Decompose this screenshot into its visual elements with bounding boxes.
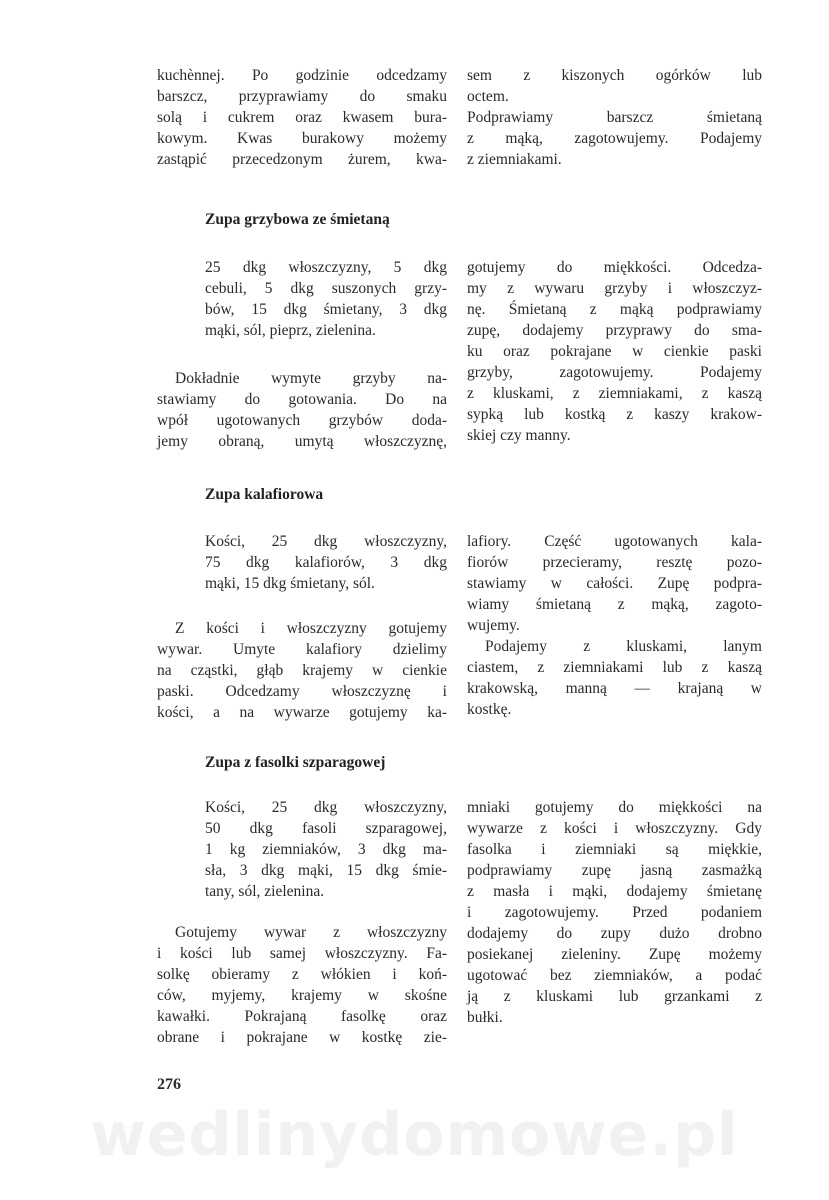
text-line: wiamy śmietaną z mąką, zagoto- — [467, 596, 762, 613]
text-line: solkę obieramy z włókien i koń- — [157, 966, 447, 983]
text-line: mąki, sól, pieprz, zielenina. — [205, 322, 376, 339]
text-line: ku oraz pokrajane w cienkie paski — [467, 343, 762, 360]
text-line: nę. Śmietaną z mąką podprawiamy — [467, 301, 762, 318]
text-line: grzyby, zagotowujemy. Podajemy — [467, 364, 762, 381]
text-line: sła, 3 dkg mąki, 15 dkg śmie- — [205, 862, 447, 879]
text-line: posiekanej zieleniny. Zupę możemy — [467, 946, 762, 963]
recipe-instructions — [157, 368, 447, 452]
text-line: fiorów przecieramy, resztę pozo- — [467, 554, 762, 571]
text-line: z ziemniakami. — [467, 151, 562, 168]
text-line: kości, a na wywarze gotujemy ka- — [157, 704, 447, 721]
text-line: solą i cukrem oraz kwasem bura- — [157, 109, 447, 126]
text-line: kuchènnej. Po godzinie odcedzamy — [157, 67, 447, 84]
recipe-title: Zupa z fasolki szparagowej — [205, 754, 386, 771]
watermark: wedlinydomowe.pl — [90, 1100, 739, 1170]
intro-right-text — [467, 65, 762, 170]
text-line: obrane i pokrajane w kostkę zie- — [157, 1029, 447, 1046]
text-line: kowym. Kwas burakowy możemy — [157, 130, 447, 147]
text-line: wujemy. — [467, 617, 520, 634]
recipe-instructions-continued — [467, 257, 762, 446]
text-line: skiej czy manny. — [467, 427, 571, 444]
text-line: Kości, 25 dkg włoszczyzny, — [205, 533, 447, 550]
text-line: dodajemy do zupy dużo drobno — [467, 925, 762, 942]
text-line: sem z kiszonych ogórków lub — [467, 67, 762, 84]
text-line: na cząstki, głąb krajemy w cienkie — [157, 662, 447, 679]
text-line: Z kości i włoszczyzny gotujemy — [175, 620, 447, 637]
text-line: Dokładnie wymyte grzyby na- — [175, 370, 447, 387]
text-line: bułki. — [467, 1009, 503, 1026]
text-line: gotujemy do miękkości. Odcedza- — [467, 259, 762, 276]
text-line: kostkę. — [467, 701, 512, 718]
text-line: stawiamy do gotowania. Do na — [157, 391, 447, 408]
text-line: 50 dkg fasoli szparagowej, — [205, 820, 447, 837]
text-line: z kluskami, z ziemniakami, z kaszą — [467, 385, 762, 402]
text-line: fasolka i ziemniaki są miękkie, — [467, 841, 762, 858]
text-line: 75 dkg kalafiorów, 3 dkg — [205, 554, 447, 571]
recipe-title: Zupa grzybowa ze śmietaną — [205, 211, 390, 228]
text-line: i zagotowujemy. Przed podaniem — [467, 904, 762, 921]
text-line: barszcz, przyprawiamy do smaku — [157, 88, 447, 105]
text-line: ców, myjemy, krajemy w skośne — [157, 987, 447, 1004]
text-line: ciastem, z ziemniakami lub z kaszą — [467, 659, 762, 676]
ingredients-list — [205, 257, 447, 341]
text-line: octem. — [467, 88, 509, 105]
text-line: sypką lub kostką z kaszy krakow- — [467, 406, 762, 423]
text-line: bów, 15 dkg śmietany, 3 dkg — [205, 301, 447, 318]
text-line: z mąką, zagotowujemy. Podajemy — [467, 130, 762, 147]
text-line: mniaki gotujemy do miękkości na — [467, 799, 762, 816]
text-line: kawałki. Pokrajaną fasolkę oraz — [157, 1008, 447, 1025]
recipe-instructions-continued — [467, 797, 762, 1028]
recipe-instructions — [157, 618, 447, 723]
text-line: zupę, dodajemy przyprawy do sma- — [467, 322, 762, 339]
ingredients-list — [205, 531, 447, 594]
text-line: wywar. Umyte kalafiory dzielimy — [157, 641, 447, 658]
text-line: 25 dkg włoszczyzny, 5 dkg — [205, 259, 447, 276]
text-line: mąki, 15 dkg śmietany, sól. — [205, 575, 375, 592]
text-line: Podprawiamy barszcz śmietaną — [467, 109, 762, 126]
text-line: Kości, 25 dkg włoszczyzny, — [205, 799, 447, 816]
recipe-instructions — [157, 922, 447, 1048]
page-number: 276 — [157, 1076, 181, 1093]
intro-left-text — [157, 65, 447, 170]
text-line: jemy obraną, umytą włoszczyznę, — [157, 433, 447, 450]
text-line: i kości lub samej włoszczyzny. Fa- — [157, 945, 447, 962]
text-line: cebuli, 5 dkg suszonych grzy- — [205, 280, 447, 297]
text-line: 1 kg ziemniaków, 3 dkg ma- — [205, 841, 447, 858]
text-line: podprawiamy zupę jasną zasmażką — [467, 862, 762, 879]
text-line: wywarze z kości i włoszczyzny. Gdy — [467, 820, 762, 837]
recipe-title: Zupa kalafiorowa — [205, 486, 324, 503]
text-line: ją z kluskami lub grzankami z — [467, 988, 762, 1005]
text-line: stawiamy w całości. Zupę podpra- — [467, 575, 762, 592]
ingredients-list — [205, 797, 447, 902]
text-line: krakowską, manną — krajaną w — [467, 680, 762, 697]
text-line: my z wywaru grzyby i włoszczyz- — [467, 280, 762, 297]
text-line: tany, sól, zielenina. — [205, 883, 325, 900]
text-line: ugotować bez ziemniaków, a podać — [467, 967, 762, 984]
text-line: lafiory. Część ugotowanych kala- — [467, 533, 762, 550]
recipe-instructions-continued — [467, 531, 762, 720]
text-line: Podajemy z kluskami, lanym — [485, 638, 762, 655]
text-line: zastąpić przecedzonym żurem, kwa- — [157, 151, 447, 168]
text-line: Gotujemy wywar z włoszczyzny — [175, 924, 447, 941]
text-line: paski. Odcedzamy włoszczyznę i — [157, 683, 447, 700]
text-line: z masła i mąki, dodajemy śmietanę — [467, 883, 762, 900]
text-line: wpół ugotowanych grzybów doda- — [157, 412, 447, 429]
